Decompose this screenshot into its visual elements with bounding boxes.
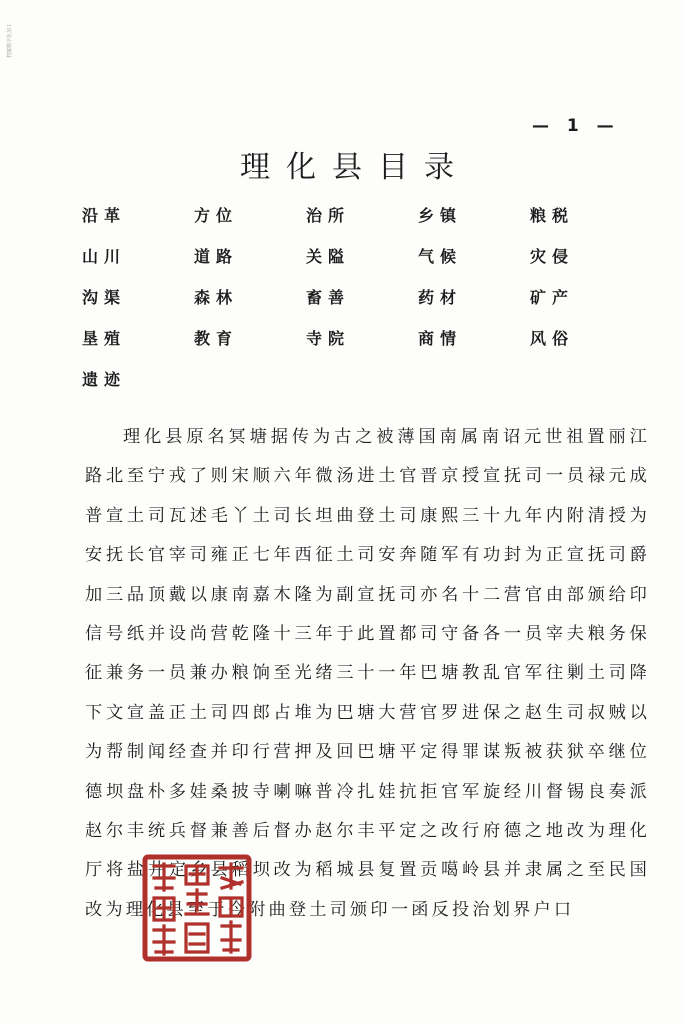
page-title: 理化县目录 (240, 150, 470, 185)
toc-item: 沟渠 (82, 288, 127, 307)
toc-item: 矿产 (530, 288, 575, 307)
toc-item: 垦殖 (82, 329, 127, 348)
toc-item: 治所 (306, 206, 351, 225)
toc-item: 关隘 (306, 247, 351, 266)
toc-item: 商情 (418, 329, 463, 348)
toc-item: 气候 (418, 247, 463, 266)
toc-item: 灾侵 (530, 247, 575, 266)
toc-row (82, 326, 642, 367)
table-of-contents (82, 203, 642, 408)
toc-item: 方位 (194, 206, 239, 225)
toc-item: 寺院 (306, 329, 351, 348)
toc-item: 粮税 (530, 206, 575, 225)
toc-item: 沿革 (82, 206, 127, 225)
toc-row (82, 285, 642, 326)
toc-row (82, 203, 642, 244)
toc-item: 乡镇 (418, 206, 463, 225)
toc-item: 教育 (194, 329, 239, 348)
toc-item: 畜善 (306, 288, 351, 307)
toc-item: 风俗 (530, 329, 575, 348)
toc-row (82, 367, 642, 408)
page-number: — 1 — (532, 116, 620, 136)
toc-item: 遗迹 (82, 370, 127, 389)
watermark-text: 档案数字化加工 (7, 22, 13, 58)
toc-item: 道路 (194, 247, 239, 266)
toc-item: 山川 (82, 247, 127, 266)
toc-item: 森林 (194, 288, 239, 307)
watermark (2, 22, 13, 100)
toc-item: 药材 (418, 288, 463, 307)
body-paragraph: 理化县原名冥塘据传为古之被薄国南属南诏元世祖置丽江路北至宁戎了则宋顺六年微汤进土官晋京授宣抚司一员禄元成普宣土司瓦述毛丫土司长坦曲登土司康熙三十九年内附清授为安抚长官宰司雍正七年西征土司安奔随军有功封为正宣抚司爵加三品顶戴以康南嘉木隆为副宣抚司亦名十二营官由部颁给印信号纸并设尚营乾隆十三年于此置都司守备各一员宰夫粮务保征兼务一员兼办粮饷至光绪三十一年巴塘教乱官军往剿土司降下文宣盖正土司四郎占堆为巴塘大营官罗进保之赵生司叔贼以为帮制闻经查并印行营押及回巴塘平定得罪谋叛被获狱卒继位德坝盘朴多娃桑披寺喇嘛普冷扎娃抗拒官军旋经川督锡良奏派赵尔丰统兵督兼善后督办赵尔丰平定之改行府德之地改为理化厅将盐井定乡县稻坝改为稻城县复置贡噶岭县并隶属之至民国改为理化县至于今附曲登土司颁印一函反投治划界户口 (85, 427, 650, 920)
toc-row (82, 244, 642, 285)
